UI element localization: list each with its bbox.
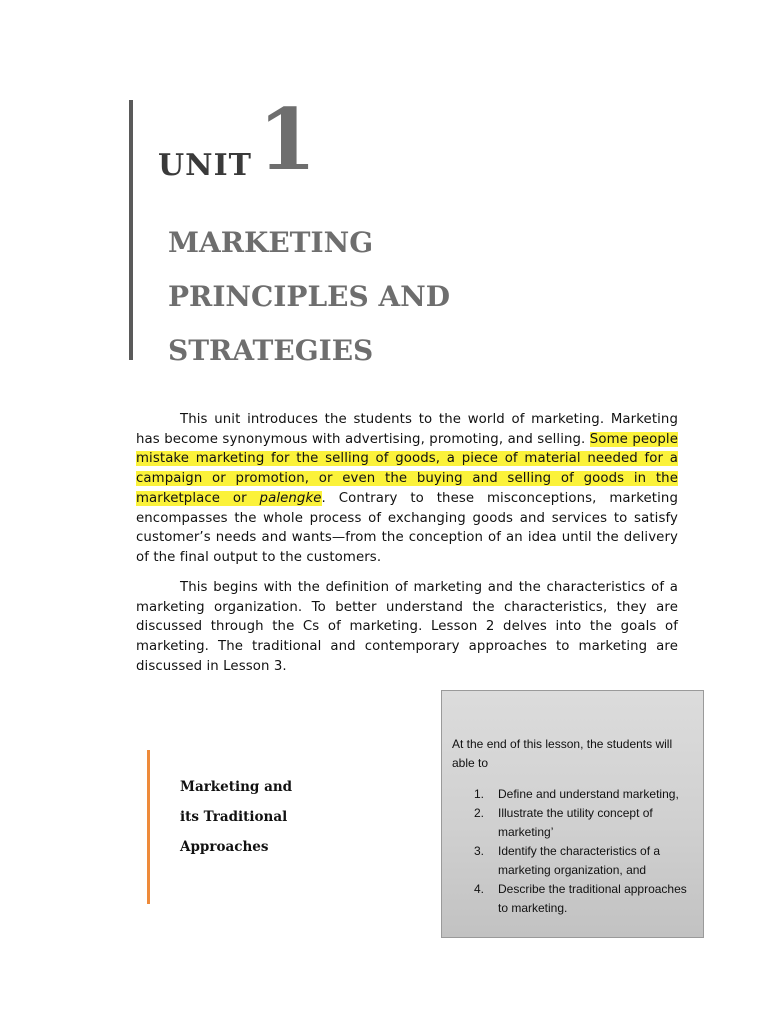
intro-paragraph-1	[136, 410, 678, 568]
objective-item	[452, 785, 693, 804]
objectives-list	[452, 785, 693, 918]
objectives-intro: At the end of this lesson, the students will able to	[452, 737, 673, 770]
learning-objectives-box	[441, 690, 704, 938]
title-accent-bar	[129, 100, 133, 360]
lesson-title-line-1: Marketing and	[180, 779, 293, 795]
objective-number: 3.	[474, 844, 485, 858]
unit-title-line-1: MARKETING	[168, 226, 374, 259]
unit-number: 1	[258, 90, 317, 189]
highlight-text: Some people mistake marketing for the selling of goods, a piece of material needed for a campaign or promotion, or even the buying and selling of goods in the marketplace or	[136, 431, 678, 506]
lesson-accent-bar	[147, 750, 150, 904]
objective-number: 1.	[474, 787, 485, 801]
unit-title-line-2: PRINCIPLES AND	[168, 280, 451, 313]
lesson-title-line-2: its Traditional	[180, 809, 288, 825]
objective-text: Identify the characteristics of a marketing organization, and	[498, 844, 661, 877]
unit-label: UNIT	[158, 148, 252, 183]
objective-number: 4.	[474, 882, 485, 896]
intro-paragraph-2: This begins with the definition of marketing and the characteristics of a marketing organization. To better understand the characteristics, they are discussed through the Cs of marketing. Lesson 2 delves into the goals of marketing. The traditional and contemporary approaches to marketing are discussed in Lesson 3.	[136, 580, 678, 674]
objective-text: Illustrate the utility concept of marketing’	[498, 806, 653, 839]
lesson-title-line-3: Approaches	[180, 839, 269, 855]
objective-text: Define and understand marketing,	[498, 787, 679, 801]
objective-item	[452, 804, 693, 842]
highlight-italic-term: palengke	[259, 490, 322, 506]
unit-title-line-3: STRATEGIES	[168, 334, 374, 367]
lesson-title	[180, 772, 292, 862]
intro-p1-start: This unit introduces the students to the world of marketing. Marketing has become synonymous with advertising, promoting, and selling.	[136, 412, 678, 447]
objective-item	[452, 880, 693, 918]
intro-p1-end: . Contrary to these misconceptions, marketing encompasses the whole process of exchanging goods and services to satisfy customer’s needs and wants—from the conception of an idea until the delivery of the final output to the customers.	[136, 490, 678, 565]
objective-text: Describe the traditional approaches to marketing.	[498, 882, 687, 915]
objective-item	[452, 842, 693, 880]
objective-number: 2.	[474, 806, 485, 820]
unit-title	[168, 216, 450, 378]
